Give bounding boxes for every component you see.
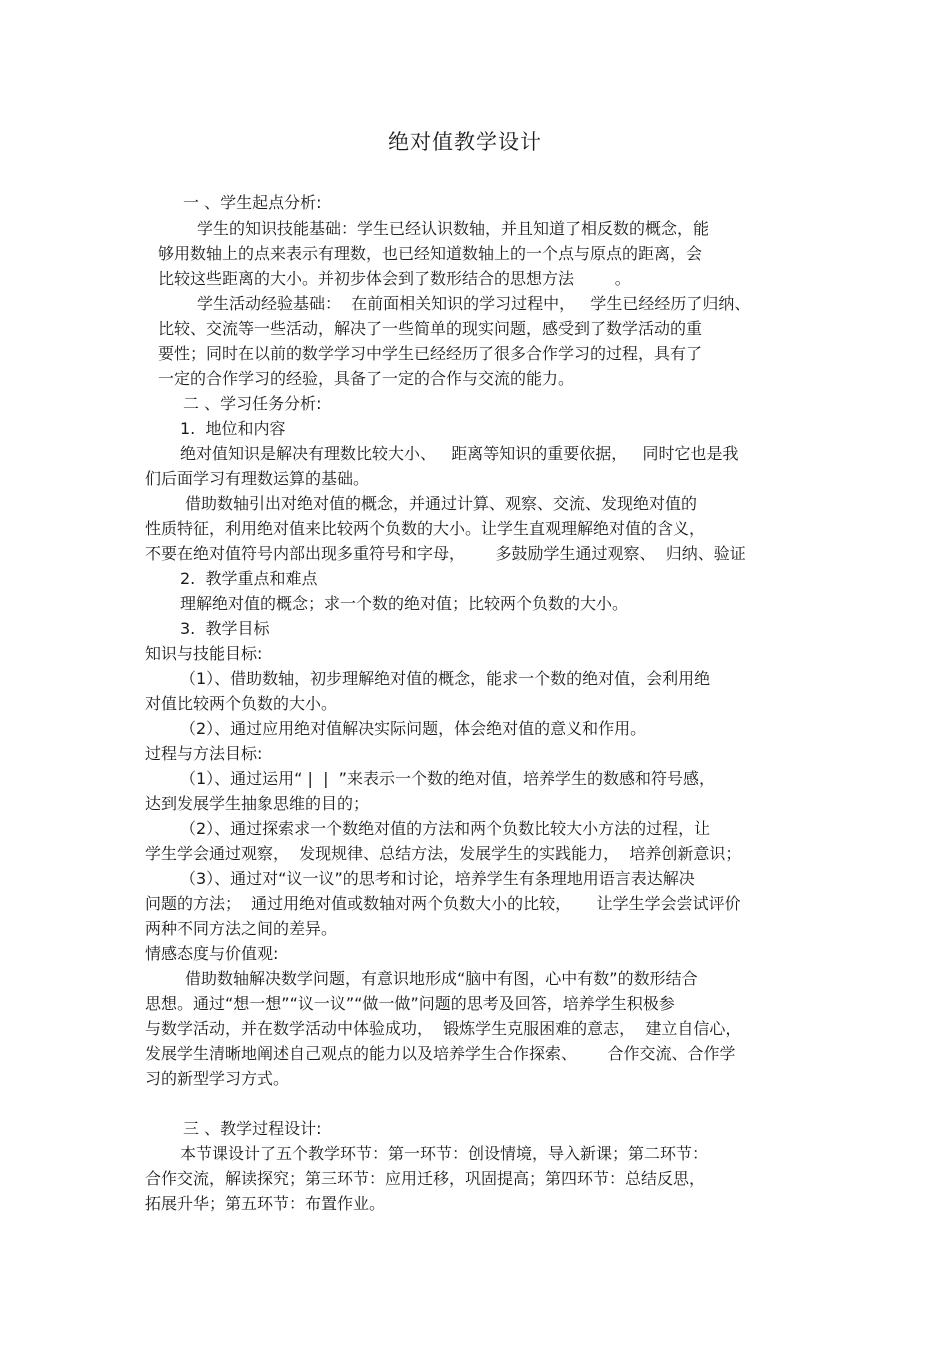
paragraph-line: 绝对值知识是解决有理数比较大小、 距离等知识的重要依据， 同时它也是我 [180, 444, 739, 463]
section-heading-task-analysis: 二 、学习任务分析: [183, 394, 322, 413]
paragraph-line: 学生的知识技能基础：学生已经认识数轴，并且知道了相反数的概念，能 [197, 219, 710, 238]
paragraph-line: （1）、通过运用“ | | ”来表示一个数的绝对值，培养学生的数感和符号感， [180, 769, 715, 788]
section-heading-student-analysis: 一 、学生起点分析: [183, 193, 322, 212]
paragraph-line: 本节课设计了五个教学环节：第一环节：创设情境，导入新课；第二环节： [180, 1144, 709, 1163]
paragraph-line: 习的新型学习方式。 [145, 1069, 290, 1088]
paragraph-line: 两种不同方法之间的差异。 [145, 919, 338, 938]
paragraph-line: 问题的方法； 通过用绝对值或数轴对两个负数大小的比较， 让学生学会尝试评价 [145, 894, 741, 913]
paragraph-line: （3）、通过对“议一议”的思考和讨论，培养学生有条理地用语言表达解决 [180, 869, 695, 888]
goal-heading-attitude: 情感态度与价值观: [145, 944, 279, 963]
paragraph-line: 发展学生清晰地阐述自己观点的能力以及培养学生合作探索、 合作交流、合作学 [145, 1044, 736, 1063]
goal-heading-knowledge: 知识与技能目标: [145, 644, 263, 663]
paragraph-line: 合作交流，解读探究；第三环节：应用迁移，巩固提高；第四环节：总结反思， [145, 1169, 706, 1188]
subheading-position-content: 1. 地位和内容 [180, 419, 286, 438]
section-heading-process-design: 三 、教学过程设计: [183, 1119, 322, 1138]
paragraph-line: 比较这些距离的大小。并初步体会到了数形结合的思想方法 。 [158, 269, 631, 288]
paragraph-line: 与数学活动，并在数学活动中体验成功， 锻炼学生克服困难的意志， 建立自信心， [145, 1019, 742, 1038]
paragraph-line: 学生活动经验基础： 在前面相关知识的学习过程中， 学生已经经历了归纳、 [197, 294, 751, 313]
paragraph-line: （2）、通过应用绝对值解决实际问题，体会绝对值的意义和作用。 [180, 719, 647, 738]
paragraph-line: 拓展升华；第五环节：布置作业。 [145, 1194, 386, 1213]
paragraph-line: （2）、通过探索求一个数绝对值的方法和两个负数比较大小方法的过程，让 [180, 819, 711, 838]
subheading-teaching-goals: 3. 教学目标 [180, 619, 270, 638]
document-title: 绝对值教学设计 [388, 130, 542, 154]
paragraph-line: 够用数轴上的点来表示有理数，也已经知道数轴上的一个点与原点的距离，会 [158, 244, 703, 263]
paragraph-line: 借助数轴解决数学问题，有意识地形成“脑中有图，心中有数”的数形结合 [185, 969, 698, 988]
paragraph-line: 借助数轴引出对绝对值的概念，并通过计算、观察、交流、发现绝对值的 [185, 494, 698, 513]
goal-heading-process: 过程与方法目标: [145, 744, 263, 763]
paragraph-line: 理解绝对值的概念；求一个数的绝对值；比较两个负数的大小。 [180, 594, 629, 613]
paragraph-line: 对值比较两个负数的大小。 [145, 694, 338, 713]
subheading-key-points: 2. 教学重点和难点 [180, 569, 318, 588]
paragraph-line: 学生学会通过观察， 发现规律、总结方法，发展学生的实践能力， 培养创新意识； [145, 844, 742, 863]
paragraph-line: 一定的合作学习的经验，具备了一定的合作与交流的能力。 [158, 369, 575, 388]
paragraph-line: 性质特征，利用绝对值来比较两个负数的大小。让学生直观理解绝对值的含义， [145, 519, 706, 538]
paragraph-line: 不要在绝对值符号内部出现多重符号和字母， 多鼓励学生通过观察、 归纳、验证 [145, 544, 746, 563]
paragraph-line: （1）、借助数轴，初步理解绝对值的概念，能求一个数的绝对值，会利用绝 [180, 669, 711, 688]
paragraph-line: 们后面学习有理数运算的基础。 [145, 469, 370, 488]
paragraph-line: 要性；同时在以前的数学学习中学生已经经历了很多合作学习的过程，具有了 [158, 344, 703, 363]
paragraph-line: 比较、交流等一些活动，解决了一些简单的现实问题，感受到了数学活动的重 [158, 319, 703, 338]
paragraph-line: 达到发展学生抽象思维的目的； [145, 794, 370, 813]
paragraph-line: 思想。通过“想一想”“议一议”“做一做”问题的思考及回答，培养学生积极参 [145, 994, 675, 1013]
